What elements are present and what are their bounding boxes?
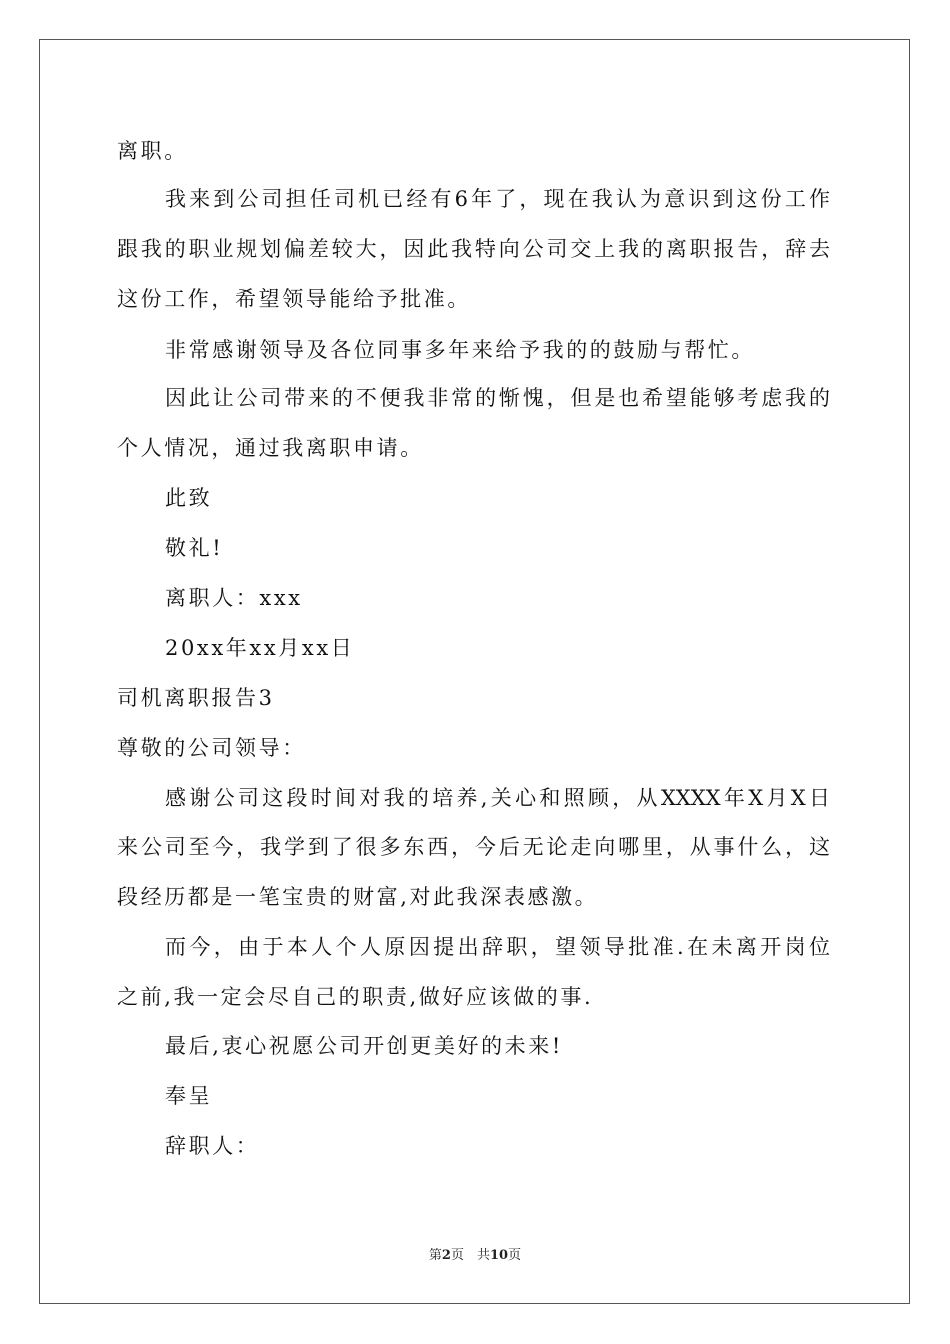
text-line: 跟我的职业规划偏差较大，因此我特向公司交上我的离职报告，辞去 bbox=[117, 237, 830, 261]
text-line: 来公司至今，我学到了很多东西，今后无论走向哪里，从事什么，这 bbox=[117, 835, 830, 859]
text-line: 非常感谢领导及各位同事多年来给予我的的鼓励与帮忙。 bbox=[165, 338, 755, 362]
signature-line: 辞职人： bbox=[165, 1134, 260, 1158]
text-line: 之前,我一定会尽自己的职责,做好应该做的事. bbox=[117, 985, 594, 1009]
text-line: 我来到公司担任司机已经有6年了，现在我认为意识到这份工作 bbox=[165, 187, 830, 211]
text-line: 奉呈 bbox=[165, 1084, 213, 1108]
text-line: 因此让公司带来的不便我非常的惭愧，但是也希望能够考虑我的 bbox=[165, 386, 830, 410]
text-line: 离职。 bbox=[117, 139, 188, 163]
text-line: 此致 bbox=[165, 486, 213, 510]
footer-prefix: 第 bbox=[428, 1248, 442, 1263]
signature-line: 离职人：xxx bbox=[165, 586, 303, 610]
text-line: 段经历都是一笔宝贵的财富,对此我深表感激。 bbox=[117, 885, 599, 909]
page-footer bbox=[0, 1247, 950, 1265]
text-line: 个人情况，通过我离职申请。 bbox=[117, 436, 424, 460]
text-line: 而今，由于本人个人原因提出辞职，望领导批准.在未离开岗位 bbox=[165, 935, 830, 959]
footer-suffix: 页 bbox=[508, 1248, 522, 1263]
section-heading: 司机离职报告3 bbox=[117, 686, 275, 710]
text-line: 这份工作，希望领导能给予批准。 bbox=[117, 287, 471, 311]
footer-total-pages: 10 bbox=[489, 1248, 509, 1263]
page-border bbox=[39, 39, 910, 1304]
footer-page-number: 2 bbox=[441, 1248, 451, 1263]
date-line: 20xx年xx月xx日 bbox=[165, 636, 355, 660]
text-line: 最后,衷心祝愿公司开创更美好的未来! bbox=[165, 1034, 563, 1058]
text-line: 敬礼! bbox=[165, 536, 224, 560]
footer-middle: 页 共 bbox=[450, 1248, 490, 1263]
salutation: 尊敬的公司领导： bbox=[117, 736, 306, 760]
text-line: 感谢公司这段时间对我的培养,关心和照顾，从XXXX年X月X日 bbox=[165, 786, 830, 810]
